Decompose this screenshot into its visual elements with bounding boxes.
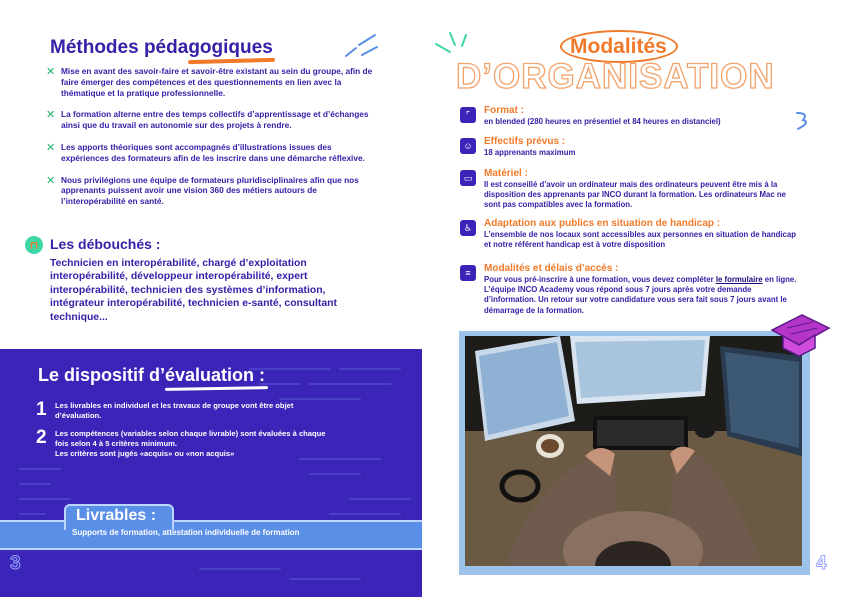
organisation-title: D’ORGANISATION [456, 57, 775, 96]
evaluation-number: 1 [36, 399, 47, 420]
formulaire-link[interactable]: le formulaire [715, 275, 763, 284]
title-underline-decoration [188, 58, 276, 64]
info-body [484, 168, 804, 211]
sparkle-lines-decoration [343, 33, 383, 59]
info-text: Il est conseillé d’avoir un ordinateur mais des ordinateurs peuvent être mis à la disposition des apprenants par INCO durant la formation. Les ordinateurs Mac ne sont pas compatibles avec la formation. [484, 180, 786, 210]
info-block-effectifs [460, 136, 804, 158]
info-body [484, 218, 804, 250]
method-text: Nous privilégions une équipe de formateurs pluridisciplinaires afin que nos apprenants puissent avoir une vision 360 des métiers autours de l’interopérabilité en santé. [61, 174, 359, 207]
document-icon: ≡ [460, 265, 476, 281]
info-text: 18 apprenants maximum [484, 148, 576, 157]
methodes-list [46, 66, 376, 218]
evaluation-text-block [55, 429, 340, 459]
page-number: 4 [816, 553, 827, 574]
info-block-format [460, 105, 804, 127]
check-icon: ✕ [46, 141, 56, 154]
evaluation-panel [0, 349, 422, 597]
methodes-title-highlight [188, 37, 272, 58]
method-text: La formation alterne entre des temps collectifs d’apprentissage et d’échanges ainsi que du travail en autonomie sur des projets à rendre. [61, 109, 369, 131]
info-title: Format : [484, 105, 524, 116]
sparkle-lines-decoration [432, 30, 472, 60]
info-body [484, 105, 804, 127]
evaluation-number: 2 [36, 427, 47, 448]
method-text: Mise en avant des savoir-faire et savoir-être existant au sein du groupe, afin de faire émerger des compétences et des questionnements en lien avec la thématique et la pratique professionnelle. [61, 66, 373, 98]
clock-icon: ⌜ [460, 107, 476, 123]
info-text-after: en ligne. L’équipe INCO Academy vous répond sous 7 jours après votre demande d’information. Un retour sur votre candidature vous sera fait sous 7 jours avant le démarrage de la formation. [484, 275, 797, 315]
graduation-cap-decoration [767, 310, 832, 358]
evaluation-text: Les livrables en individuel et les travaux de groupe vont être objet d’évaluation. [55, 401, 294, 420]
graduation-cap-icon: ⊓ [25, 236, 43, 254]
check-icon: ✕ [46, 109, 56, 122]
info-title: Matériel : [484, 168, 528, 179]
evaluation-item [36, 429, 340, 459]
methodes-title-highlight-text: gogiques [188, 37, 273, 58]
livrables-title: Livrables : [76, 507, 157, 524]
evaluation-title-highlight-text: évaluation : [165, 365, 266, 385]
evaluation-title [38, 365, 265, 386]
check-icon: ✕ [46, 66, 56, 78]
debouches-title: Les débouchés : [50, 236, 161, 252]
livrables-text: Supports de formation, attestation individuelle de formation [72, 528, 300, 537]
page-right [422, 0, 844, 597]
evaluation-title-highlight [165, 365, 265, 385]
info-title: Modalités et délais d’accès : [484, 263, 619, 274]
info-text-before: Pour vous pré-inscrire à une formation, vous devez compléter [484, 275, 716, 284]
page-number: 3 [10, 553, 21, 574]
evaluation-title-start: Le dispositif d’ [38, 365, 166, 385]
list-item [46, 142, 376, 164]
debouches-text: Technicien en interopérabilité, chargé d’exploitation interopérabilité, développeur interopérabilité, expert interopérabilité, technicien des systèmes d’information, intégrateur interopérabilité, technicien e-santé, consultant technique... [50, 258, 337, 323]
info-text: en blended (280 heures en présentiel et 84 heures en distanciel) [484, 117, 721, 126]
info-title: Effectifs prévus : [484, 136, 566, 147]
workstation-photo [465, 336, 802, 566]
monitor-icon: ▭ [460, 170, 476, 186]
info-text: L’ensemble de nos locaux sont accessibles aux personnes en situation de handicap et notre référent handicap est à votre disposition [484, 230, 796, 250]
modalites-title: Modalités [570, 35, 667, 58]
evaluation-text: Les compétences (variables selon chaque livrable) sont évaluées à chaque fois selon 4 à 5 critères minimum. [55, 429, 326, 448]
wheelchair-icon: ♿ [460, 220, 476, 236]
info-block-handicap [460, 218, 804, 250]
methodes-title [50, 37, 273, 59]
info-body [484, 263, 804, 316]
methodes-title-start: Méthodes péda [50, 37, 189, 58]
info-text [484, 275, 804, 316]
user-icon: ☺ [460, 138, 476, 154]
check-icon: ✕ [46, 174, 56, 187]
info-body [484, 136, 804, 158]
info-title: Adaptation aux publics en situation de handicap : [484, 218, 721, 229]
info-block-acces [460, 263, 804, 316]
list-item [46, 109, 376, 131]
list-item [46, 175, 376, 207]
evaluation-subtext: Les critères sont jugés «acquis» ou «non acquis» [55, 449, 235, 458]
evaluation-item [36, 401, 337, 421]
method-text: Les apports théoriques sont accompagnés d’illustrations issues des expériences des formateurs afin de les inscrire dans une démarche réflexive. [61, 141, 365, 163]
info-block-materiel [460, 168, 804, 211]
list-item [46, 66, 376, 98]
